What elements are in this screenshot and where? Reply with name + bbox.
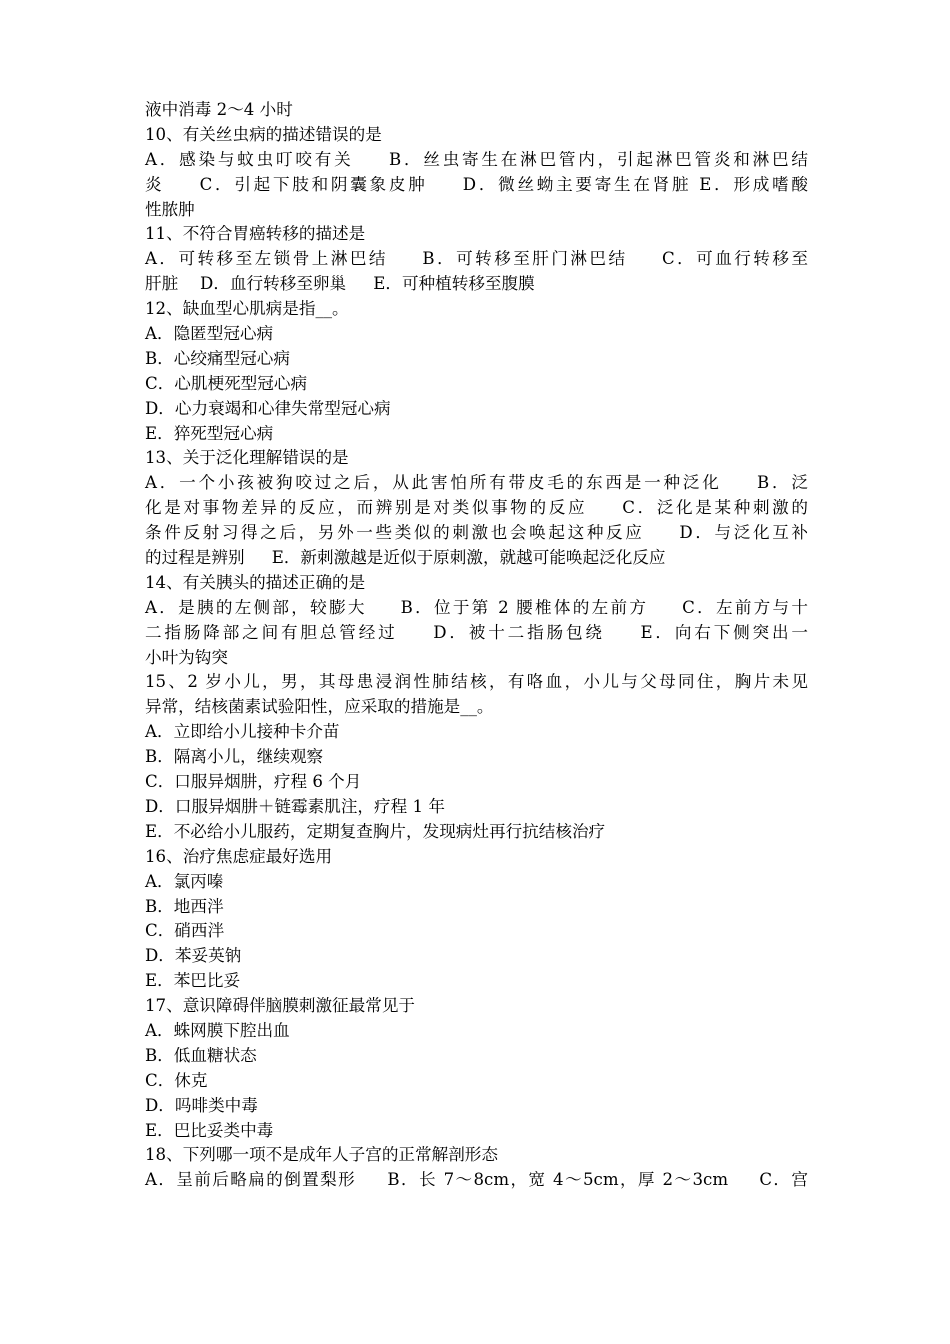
- question-16-stem: 16、治疗焦虑症最好选用: [145, 846, 333, 866]
- option-line: A．氯丙嗪: [145, 871, 224, 891]
- text-line: 异常，结核菌素试验阳性，应采取的措施是__。: [145, 697, 494, 717]
- text-line: 化是对事物差异的反应，而辨别是对类似事物的反应 C．泛化是某种刺激的: [145, 498, 808, 518]
- option-line: D．心力衰竭和心律失常型冠心病: [145, 398, 391, 418]
- option-line: C．休克: [145, 1070, 208, 1090]
- option-line: B．地西泮: [145, 896, 224, 916]
- option-line: A．立即给小儿接种卡介苗: [145, 722, 340, 742]
- text-line: A．是胰的左侧部，较膨大 B．位于第 2 腰椎体的左前方 C．左前方与十: [145, 597, 808, 617]
- question-13-stem: 13、关于泛化理解错误的是: [145, 448, 349, 468]
- option-line: B．心绞痛型冠心病: [145, 348, 290, 368]
- text-line: A．呈前后略扁的倒置梨形 B．长 7～8cm，宽 4～5cm，厚 2～3cm C．宫: [145, 1170, 808, 1190]
- document-page: [145, 98, 808, 1193]
- option-line: C．口服异烟肼，疗程 6 个月: [145, 772, 362, 792]
- question-10-stem: 10、有关丝虫病的描述错误的是: [145, 124, 382, 144]
- question-14-stem: 14、有关胰头的描述正确的是: [145, 572, 366, 592]
- text-line: A．感染与蚊虫叮咬有关 B．丝虫寄生在淋巴管内，引起淋巴管炎和淋巴结: [145, 149, 808, 169]
- option-line: E．不必给小儿服药，定期复查胸片，发现病灶再行抗结核治疗: [145, 821, 606, 841]
- question-18-stem: 18、下列哪一项不是成年人子宫的正常解剖形态: [145, 1145, 498, 1165]
- text-line: 肝脏 D．血行转移至卵巢 E．可种植转移至腹膜: [145, 274, 535, 294]
- text-line: A．可转移至左锁骨上淋巴结 B．可转移至肝门淋巴结 C．可血行转移至: [145, 249, 808, 269]
- option-line: A．隐匿型冠心病: [145, 324, 274, 344]
- question-17-stem: 17、意识障碍伴脑膜刺激征最常见于: [145, 996, 416, 1016]
- text-line: 性脓肿: [145, 199, 195, 219]
- text-line: 二指肠降部之间有胆总管经过 D．被十二指肠包绕 E．向右下侧突出一: [145, 622, 808, 642]
- option-line: E．苯巴比妥: [145, 971, 241, 991]
- option-line: B．隔离小儿，继续观察: [145, 747, 324, 767]
- option-line: E．猝死型冠心病: [145, 423, 274, 443]
- option-line: D．口服异烟肼＋链霉素肌注，疗程 1 年: [145, 796, 445, 816]
- text-line: 条件反射习得之后，另外一些类似的刺激也会唤起这种反应 D．与泛化互补: [145, 523, 808, 543]
- option-line: D．吗啡类中毒: [145, 1095, 258, 1115]
- text-line: 的过程是辨别 E．新刺激越是近似于原刺激，就越可能唤起泛化反应: [145, 548, 666, 568]
- option-line: A．蛛网膜下腔出血: [145, 1020, 290, 1040]
- text-line: 炎 C．引起下肢和阴囊象皮肿 D．微丝蚴主要寄生在肾脏 E．形成嗜酸: [145, 174, 808, 194]
- option-line: C．心肌梗死型冠心病: [145, 373, 308, 393]
- text-line: 小叶为钩突: [145, 647, 228, 667]
- option-line: E．巴比妥类中毒: [145, 1120, 274, 1140]
- option-line: D．苯妥英钠: [145, 946, 242, 966]
- question-15-stem: 15、2 岁小儿，男，其母患浸润性肺结核，有咯血，小儿与父母同住，胸片未见: [145, 672, 808, 692]
- question-12-stem: 12、缺血型心肌病是指__。: [145, 299, 349, 319]
- option-line: B．低血糖状态: [145, 1045, 257, 1065]
- option-line: C．硝西泮: [145, 921, 225, 941]
- question-11-stem: 11、不符合胃癌转移的描述是: [145, 224, 366, 244]
- text-line: 液中消毒 2～4 小时: [145, 100, 293, 119]
- text-line: A．一个小孩被狗咬过之后，从此害怕所有带皮毛的东西是一种泛化 B．泛: [145, 473, 808, 493]
